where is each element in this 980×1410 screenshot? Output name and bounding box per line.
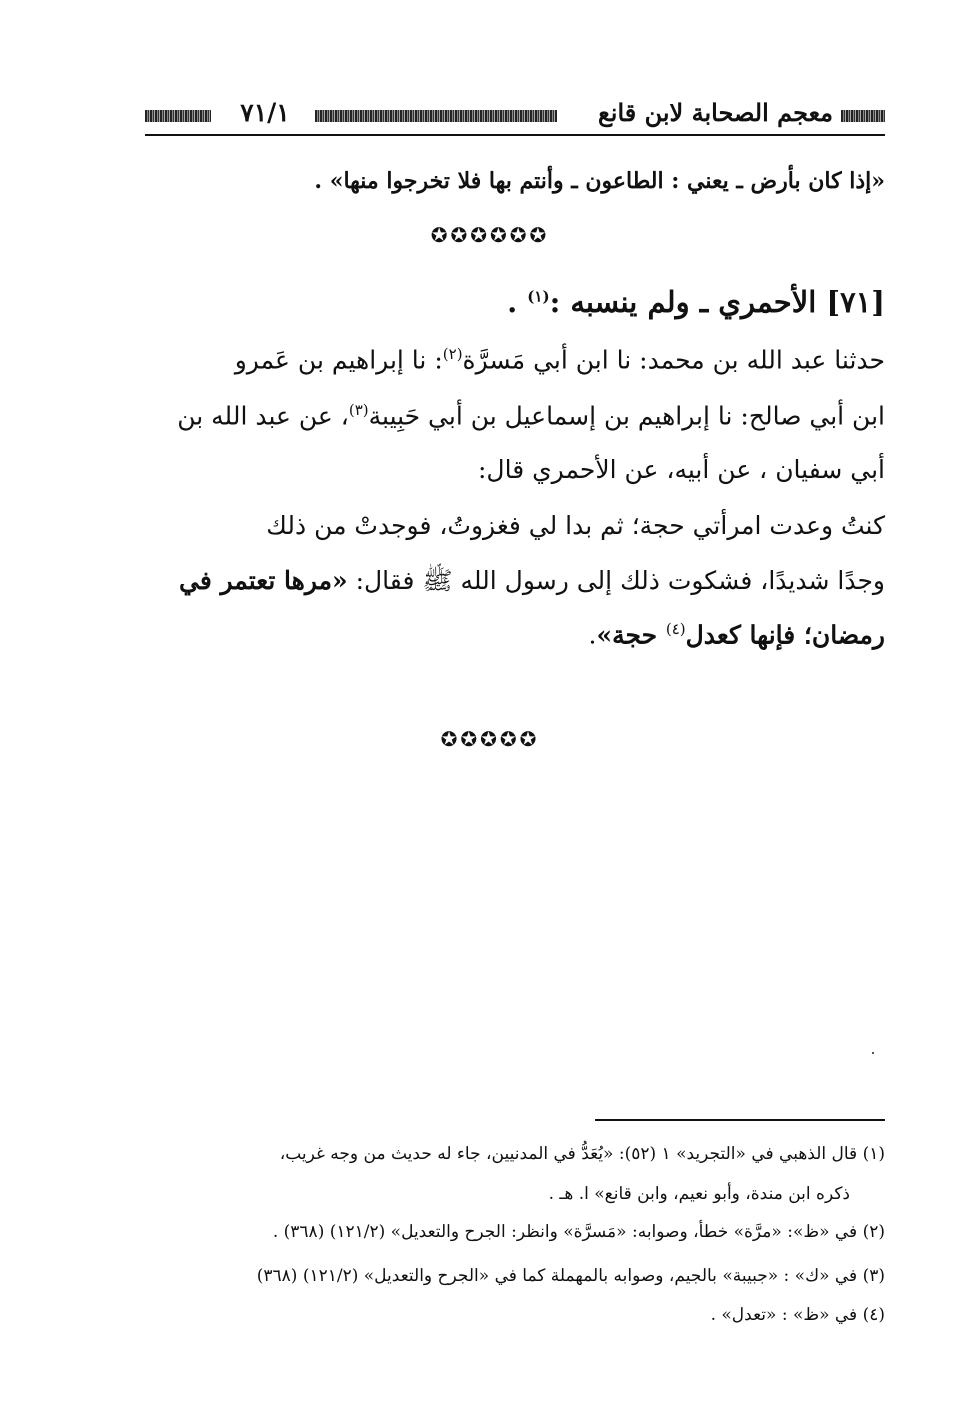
text-segment: حدثنا عبد الله بن محمد: نا ابن أبي مَسرَّة bbox=[462, 345, 885, 375]
paragraph-line bbox=[150, 565, 885, 602]
hadith-quote: حجة» bbox=[596, 620, 666, 650]
footnote-ref: (٢) bbox=[442, 345, 463, 363]
footnote-4: (٤) في «ظ» : «تعدل» . bbox=[710, 1305, 885, 1325]
header-ornament-right bbox=[841, 110, 885, 122]
footnote-rule bbox=[595, 1119, 885, 1121]
footnote-ref: (٤) bbox=[665, 620, 686, 638]
page-number: ٧١/١ bbox=[240, 98, 290, 127]
paragraph-line: أبي سفيان ، عن أبيه، عن الأحمري قال: bbox=[478, 455, 885, 484]
text-segment: ابن أبي صالح: نا إبراهيم بن إسماعيل بن أبي حَبِيبة bbox=[368, 401, 885, 431]
top-quote: «إذا كان بأرض ـ يعني : الطاعون ـ وأنتم بها فلا تخرجوا منها» . bbox=[314, 168, 885, 194]
book-title: معجم الصحابة لابن قانع bbox=[598, 98, 833, 127]
paragraph-line bbox=[150, 620, 885, 649]
page-header bbox=[145, 96, 885, 130]
text-segment: . bbox=[588, 620, 597, 650]
hadith-quote: رمضان؛ فإنها كعدل bbox=[685, 620, 885, 650]
entry-title bbox=[150, 285, 885, 319]
text-segment: : نا إبراهيم بن عَمرو bbox=[234, 345, 443, 375]
header-ornament-left bbox=[145, 110, 211, 122]
paragraph-line bbox=[150, 345, 885, 374]
hadith-quote: «مرها تعتمر في bbox=[179, 566, 348, 595]
entry-title-text: [٧١] الأحمري ـ ولم ينسبه : bbox=[549, 285, 885, 319]
paragraph-line bbox=[150, 401, 885, 430]
footnote-1-continued: ذكره ابن مندة، وأبو نعيم، وابن قانع» ا. هـ . bbox=[548, 1184, 850, 1204]
scan-speck bbox=[872, 1052, 874, 1054]
paragraph-line: كنتُ وعدت امرأتي حجة؛ ثم بدا لي فغزوتُ، فوجدتْ من ذلك bbox=[266, 511, 885, 540]
footnote-1: (١) قال الذهبي في «التجريد» ١ (٥٢): «يُعَدُّ في المدنيين، جاء له حديث من وجه غريب، bbox=[279, 1144, 885, 1164]
footnote-3: (٣) في «ك» : «جبيبة» بالجيم، وصوابه بالمهملة كما في «الجرح والتعديل» (١٢١/٢) (٣٦٨) bbox=[256, 1266, 885, 1286]
footnote-ref: (٣) bbox=[348, 401, 369, 419]
entry-title-end: . bbox=[507, 285, 528, 319]
header-rule bbox=[145, 134, 885, 136]
footnote-2: (٢) في «ظ»: «مرَّة» خطأ، وصوابه: «مَسرَّة» وانظر: الجرح والتعديل» (١٢١/٢) (٣٦٨) . bbox=[272, 1222, 885, 1242]
header-ornament-middle bbox=[315, 110, 557, 122]
text-segment: ، عن عبد الله بن bbox=[177, 401, 349, 431]
text-segment: وجدًا شديدًا، فشكوت ذلك إلى رسول الله ﷺ فقال: bbox=[347, 566, 885, 595]
star-separator: ✪✪✪✪✪✪ bbox=[430, 223, 550, 247]
footnote-ref: (١) bbox=[527, 287, 550, 306]
star-separator: ✪✪✪✪✪ bbox=[440, 727, 540, 751]
